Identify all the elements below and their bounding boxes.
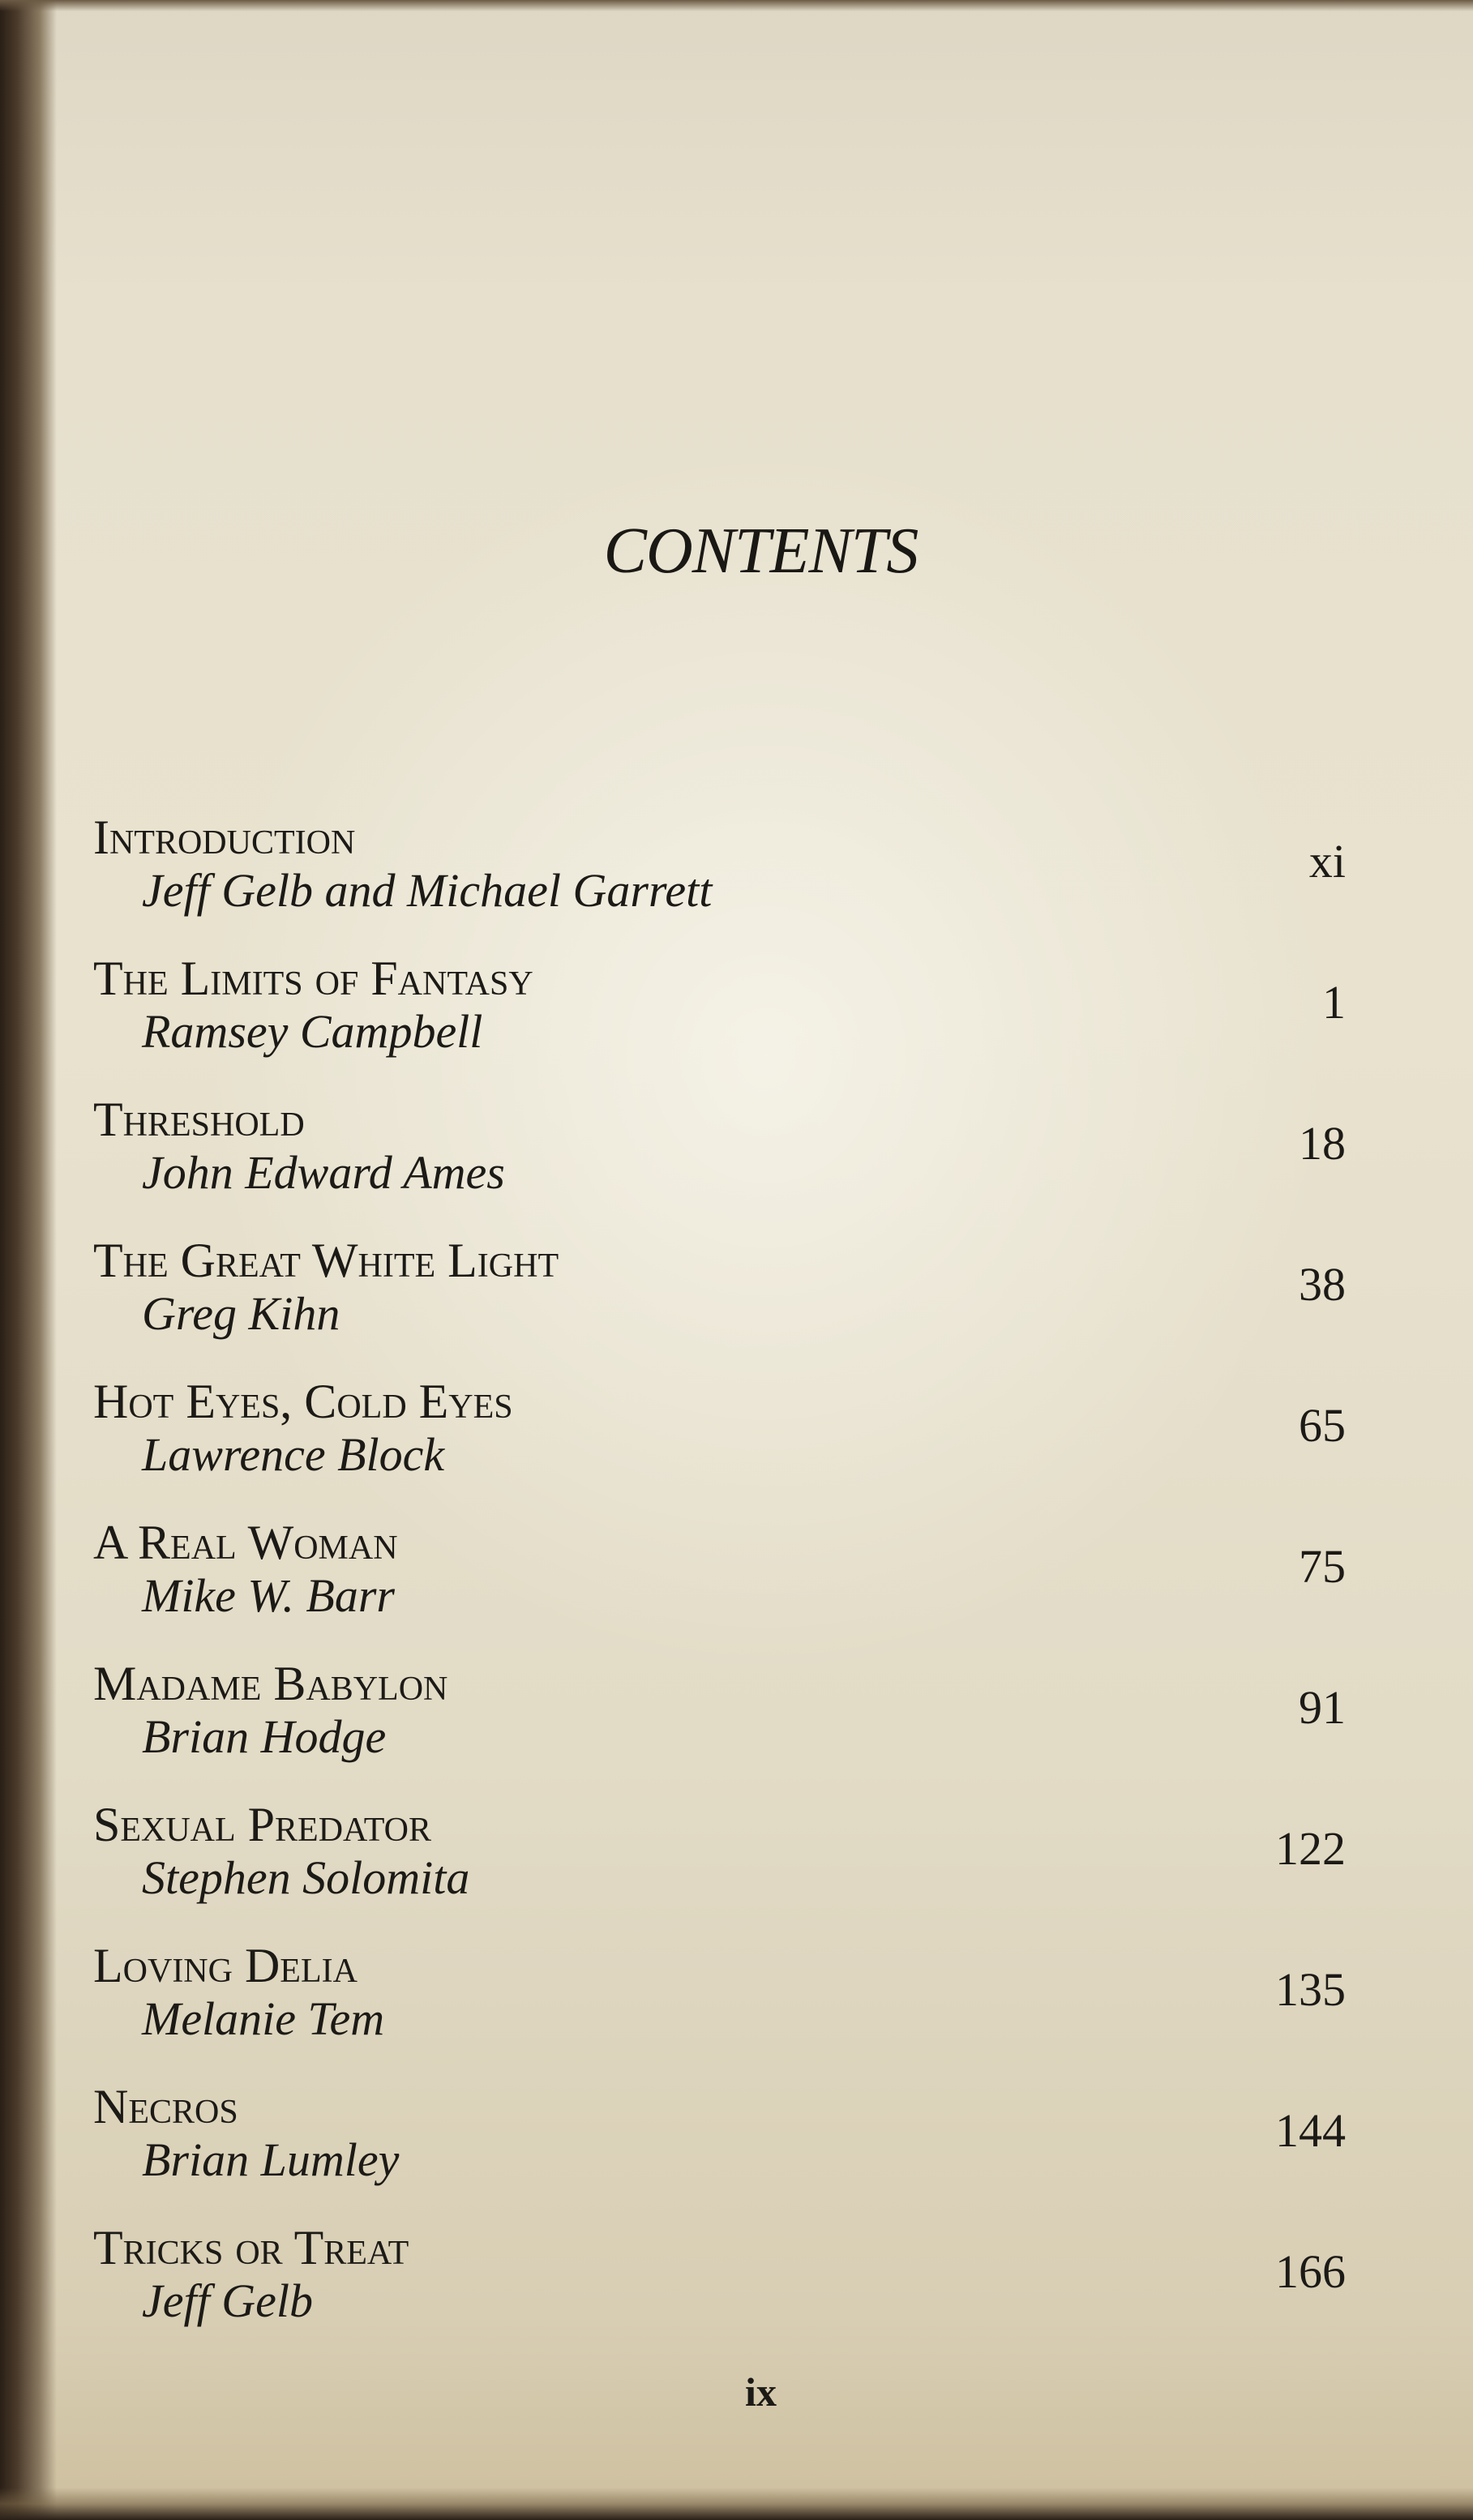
page-title: CONTENTS	[603, 516, 918, 587]
entry-title: Threshold	[93, 1093, 305, 1146]
entry-author: John Edward Ames	[142, 1146, 505, 1199]
entry-author: Jeff Gelb	[142, 2274, 313, 2327]
entry-author: Greg Kihn	[142, 1287, 340, 1340]
page-number: ix	[745, 2369, 777, 2415]
contents-entry	[93, 2080, 1346, 2221]
contents-entry	[93, 1093, 1346, 1234]
entry-title: Loving Delia	[93, 1939, 358, 1992]
entry-page-number: 91	[1299, 1681, 1346, 1734]
contents-entry	[93, 952, 1346, 1093]
entry-page-number: 65	[1299, 1399, 1346, 1452]
contents-entry	[93, 1375, 1346, 1516]
entry-title: Madame Babylon	[93, 1657, 448, 1710]
entry-title: Sexual Predator	[93, 1798, 431, 1851]
entry-page-number: 18	[1299, 1117, 1346, 1170]
contents-entry	[93, 1234, 1346, 1375]
entry-page-number: 135	[1275, 1963, 1346, 2016]
entry-author: Brian Hodge	[142, 1710, 387, 1763]
book-spine-shadow	[0, 0, 57, 2520]
entry-title: A Real Woman	[93, 1516, 398, 1569]
contents-entry	[93, 1516, 1346, 1657]
entry-page-number: xi	[1308, 835, 1346, 888]
contents-list	[93, 811, 1346, 2362]
entry-page-number: 75	[1299, 1540, 1346, 1593]
entry-page-number: 122	[1275, 1822, 1346, 1875]
entry-author: Melanie Tem	[142, 1992, 385, 2045]
entry-title: Hot Eyes, Cold Eyes	[93, 1375, 513, 1428]
entry-author: Brian Lumley	[142, 2133, 400, 2186]
contents-entry	[93, 811, 1346, 952]
entry-page-number: 144	[1275, 2104, 1346, 2157]
entry-author: Ramsey Campbell	[142, 1005, 483, 1058]
entry-page-number: 1	[1322, 976, 1346, 1029]
contents-entry	[93, 1657, 1346, 1798]
contents-entry	[93, 1798, 1346, 1939]
entry-page-number: 38	[1299, 1258, 1346, 1311]
entry-author: Mike W. Barr	[142, 1569, 395, 1622]
entry-title: Tricks or Treat	[93, 2221, 409, 2274]
contents-entry	[93, 2221, 1346, 2362]
entry-title: Necros	[93, 2080, 238, 2133]
entry-author: Stephen Solomita	[142, 1851, 470, 1904]
entry-title: The Limits of Fantasy	[93, 952, 533, 1005]
entry-title: The Great White Light	[93, 1234, 559, 1287]
entry-page-number: 166	[1275, 2245, 1346, 2298]
top-edge-shadow	[0, 0, 1473, 11]
bottom-edge-shadow	[0, 2488, 1473, 2520]
entry-author: Lawrence Block	[142, 1428, 445, 1481]
entry-title: Introduction	[93, 811, 356, 864]
entry-author: Jeff Gelb and Michael Garrett	[142, 864, 713, 917]
contents-entry	[93, 1939, 1346, 2080]
